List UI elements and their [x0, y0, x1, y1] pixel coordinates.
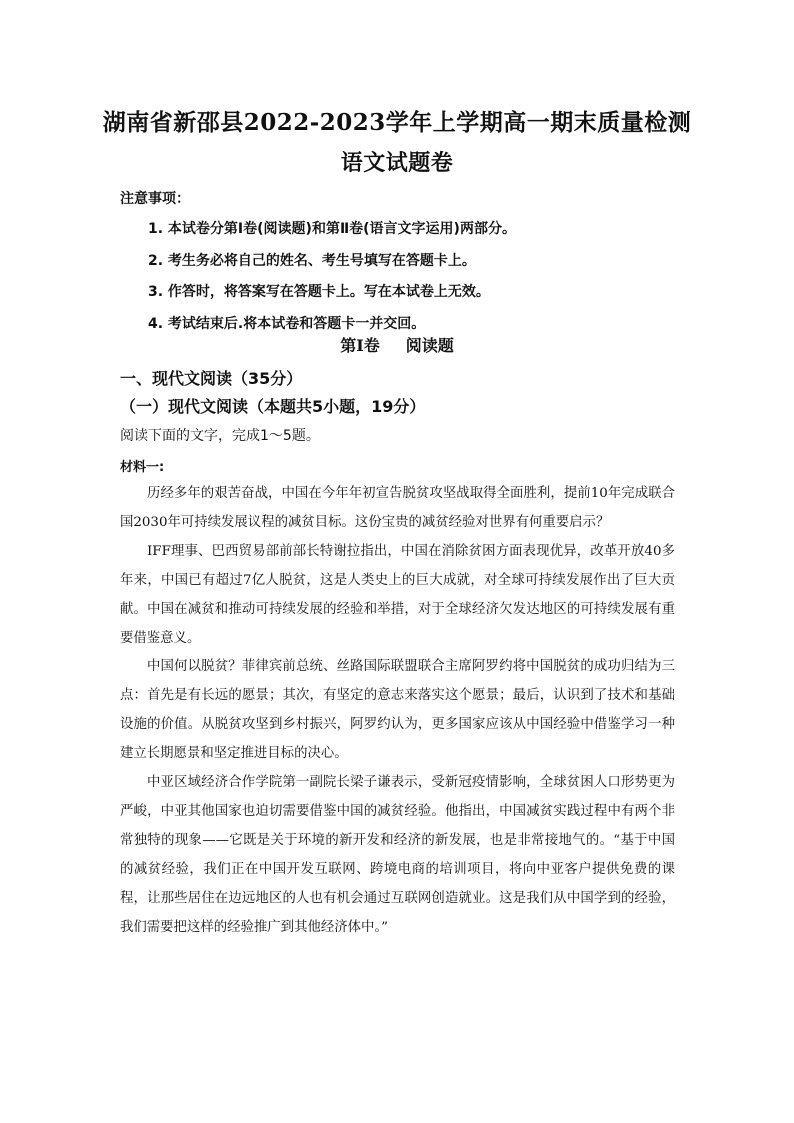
passage-paragraph: 历经多年的艰苦奋战，中国在今年年初宣告脱贫攻坚战取得全面胜利，提前10年完成联合国2030年可持续发展议程的减贫目标。这份宝贵的减贫经验对世界有何重要启示？	[120, 486, 675, 530]
notice-item: 1. 本试卷分第Ⅰ卷(阅读题)和第Ⅱ卷(语言文字运用)两部分。	[148, 221, 516, 237]
notice-list	[148, 214, 516, 340]
material-label: 材料一:	[120, 460, 165, 475]
exam-title: 湖南省新邵县2022-2023学年上学期高一期末质量检测	[102, 109, 692, 136]
volume-heading	[0, 333, 794, 356]
volume-name: 阅读题	[405, 336, 454, 355]
passage-paragraph: 中国何以脱贫？菲律宾前总统、丝路国际联盟联合主席阿罗约将中国脱贫的成功归结为三点：首先是有长远的愿景；其次，有坚定的意志来落实这个愿景；最后，认识到了技术和基础设施的价值。从脱贫攻坚到乡村振兴，阿罗约认为，更多国家应该从中国经验中借鉴学习一种建立长期愿景和坚定推进目标的决心。	[120, 659, 675, 762]
reading-instruction: 阅读下面的文字，完成1～5题。	[120, 428, 320, 444]
section-heading: 一、现代文阅读（35分）	[120, 369, 303, 388]
notice-item: 2. 考生务必将自己的姓名、考生号填写在答题卡上。	[148, 252, 476, 269]
volume-label: 第Ⅰ卷	[340, 336, 380, 355]
passage-paragraph: 中亚区域经济合作学院第一副院长梁子谦表示，受新冠疫情影响，全球贫困人口形势更为严峻，中亚其他国家也迫切需要借鉴中国的减贫经验。他指出，中国减贫实践过程中有两个非常独特的现象——它既是关于环境的新开发和经济的新发展，也是非常接地气的。“基于中国的减贫经验，我们正在中国开发互联网、跨境电商的培训项目，将向中亚客户提供免费的课程，让那些居住在边远地区的人也有机会通过互联网创造就业。这是我们从中国学到的经验，我们需要把这样的经验推广到其他经济体中。”	[120, 775, 675, 935]
exam-subtitle: 语文试题卷	[340, 150, 454, 176]
passage-paragraph: IFF理事、巴西贸易部前部长特谢拉指出，中国在消除贫困方面表现优异，改革开放40多年来，中国已有超过7亿人脱贫，这是人类史上的巨大成就，对全球可持续发展作出了巨大贡献。中国在减贫和推动可持续发展的经验和举措，对于全球经济欠发达地区的可持续发展有重要借鉴意义。	[120, 543, 675, 646]
notice-item: 3. 作答时，将答案写在答题卡上。写在本试卷上无效。	[148, 284, 490, 300]
notice-item: 4. 考试结束后.将本试卷和答题卡一并交回。	[148, 315, 426, 332]
subsection-heading: （一）现代文阅读（本题共5小题，19分）	[120, 397, 426, 416]
reading-passage	[120, 480, 675, 943]
notice-heading: 注意事项：	[120, 191, 190, 207]
